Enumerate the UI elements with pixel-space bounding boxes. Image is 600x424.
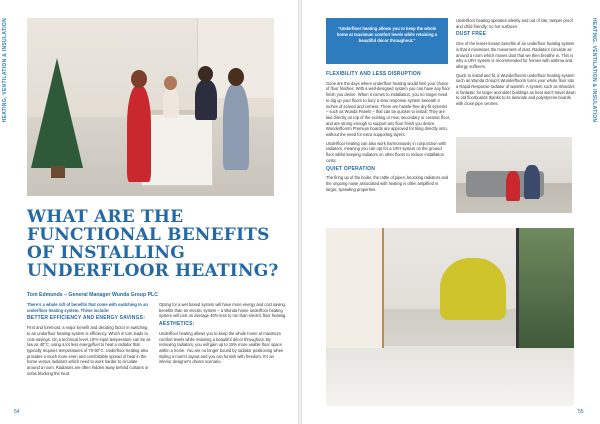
paragraph-dust-2: Quick to install and fit, a Wunderfloorm underfloor heating system such as Wunda Group's Wunderfloorm turns your whole floor into a Rapid Response radiator of warmth. A system such as Wunda's is fantastic for larger and older buildings as heat won't travel down to old floorboards thanks to its laminate and polystyrene boards with close pipe centres. <box>456 72 576 107</box>
paragraph-quiet-2: Underfloor heating operates silently and out of site, tamper proof and child friendly: no hot surfaces. <box>456 18 573 29</box>
right-column-1 <box>326 70 450 195</box>
page-number-right: 55 <box>578 409 584 415</box>
pull-quote: "Underfloor heating allows you to keep the whole home at maximum comfort levels while retaining a beautiful décor throughout." <box>326 18 448 64</box>
right-column-2 <box>456 18 576 110</box>
paragraph-flexibility-2: Underfloor heating can also work harmoniously in conjunction with radiators, meaning you can opt for a UFH system on the ground floor whilst keeping radiators on other floors to reduce installation costs. <box>326 140 446 163</box>
bookshelf <box>326 228 384 348</box>
left-side-tab: HEATING, VENTILATION & INSULATION <box>2 18 8 123</box>
yellow-armchair <box>440 258 506 320</box>
article-title: WHAT ARE THE FUNCTIONAL BENEFITS OF INSTALLING UNDERFLOOR HEATING? <box>27 207 279 281</box>
page-number-left: 54 <box>14 409 20 415</box>
right-side-tab: HEATING, VENTILATION & INSULATION <box>591 18 597 123</box>
paragraph-aesthetics: Underfloor heating allows you to keep the whole home at maximum comfort levels while retaining a beautiful décor throughout. By removing radiators, you will gain up to 15% more usable floor space within a home. You are no longer bound by radiator positioning when styling a room's layout and you can furnish with freedom. It's an interior designer's dream scenario. <box>159 330 284 365</box>
left-column-1 <box>27 302 151 379</box>
heading-dust: DUST FREE <box>456 31 487 38</box>
left-column-2 <box>159 302 287 368</box>
paragraph-efficiency: First and foremost, a major benefit and deciding factor in switching to an underfloor heating system is efficiency. Which in turn leads to cost-savings. On a technical level, UFH input temperature can be as low as 40°C, using a lot less energy/fuel to heat a radiator that typically requires temperatures of 70-90°C. Underfloor heating also provides a much more even and comfortable spread of heat in the home versus radiators which need to work harder to circulate around a room. Radiators are often hidden away behind curtains or sofas blocking the heat. <box>27 325 151 376</box>
paragraph-dust: One of the lesser-known benefits of an underfloor heating system is that it minimises the movement of dust. Radiators circulate air around a room which moves dust that we then breathe in. This is why a UFH system is recommended for homes with asthma and allergy sufferers. <box>456 41 575 69</box>
kitchen-photo <box>27 18 274 196</box>
paragraph-quiet: The firing up of the boiler, the rattle of pipes, knocking radiators and the ongoing noise associated with heating is often amplified in larger, sprawling properties. <box>326 175 449 192</box>
christmas-tree <box>31 58 83 168</box>
paragraph-efficiency-2: Opting for a wet based system will have more energy and cost saving benefits than an electric system – a Wunda home underfloor heating system will cost on average 40% less to run than electric floor heating. <box>159 302 287 319</box>
heading-flexibility: FLEXIBILITY AND LESS DISRUPTION <box>326 71 421 77</box>
paragraph-flexibility: Gone are the days where underfloor heating would limit your choice of floor finishes. With a well-designed system you can have any floor finish you desire. When it comes to installation, you no longer need to dig up your floors to bury a slow response system beneath 4 inches of screed and cement. There are hassle-free dry-fit systems – such as Wunda Panels – that can be quicker to install. They are laid directly on top of the existing or new, secondary or ceramic floor, and are strong enough to support any floor finish you desire. Wunderfloorm Premium boards are approved for tiling directly onto, without the need for extra supporting layers. <box>326 80 451 138</box>
kitchen-island <box>141 114 213 186</box>
interior-photo <box>326 228 574 406</box>
heading-quiet: QUIET OPERATION <box>326 165 376 172</box>
byline: Tom Edmunds – General Manager Wunda Group PLC <box>27 292 158 298</box>
intro-text: There's a whole raft of benefits that come with switching to an underfloor heating system. These include: <box>27 302 148 313</box>
living-room-photo <box>456 137 572 213</box>
window <box>516 228 574 348</box>
heading-efficiency: BETTER EFFICIENCY AND ENERGY SAVINGS: <box>27 315 146 322</box>
heading-aesthetics: AESTHETICS: <box>159 321 195 328</box>
spine <box>298 0 302 424</box>
